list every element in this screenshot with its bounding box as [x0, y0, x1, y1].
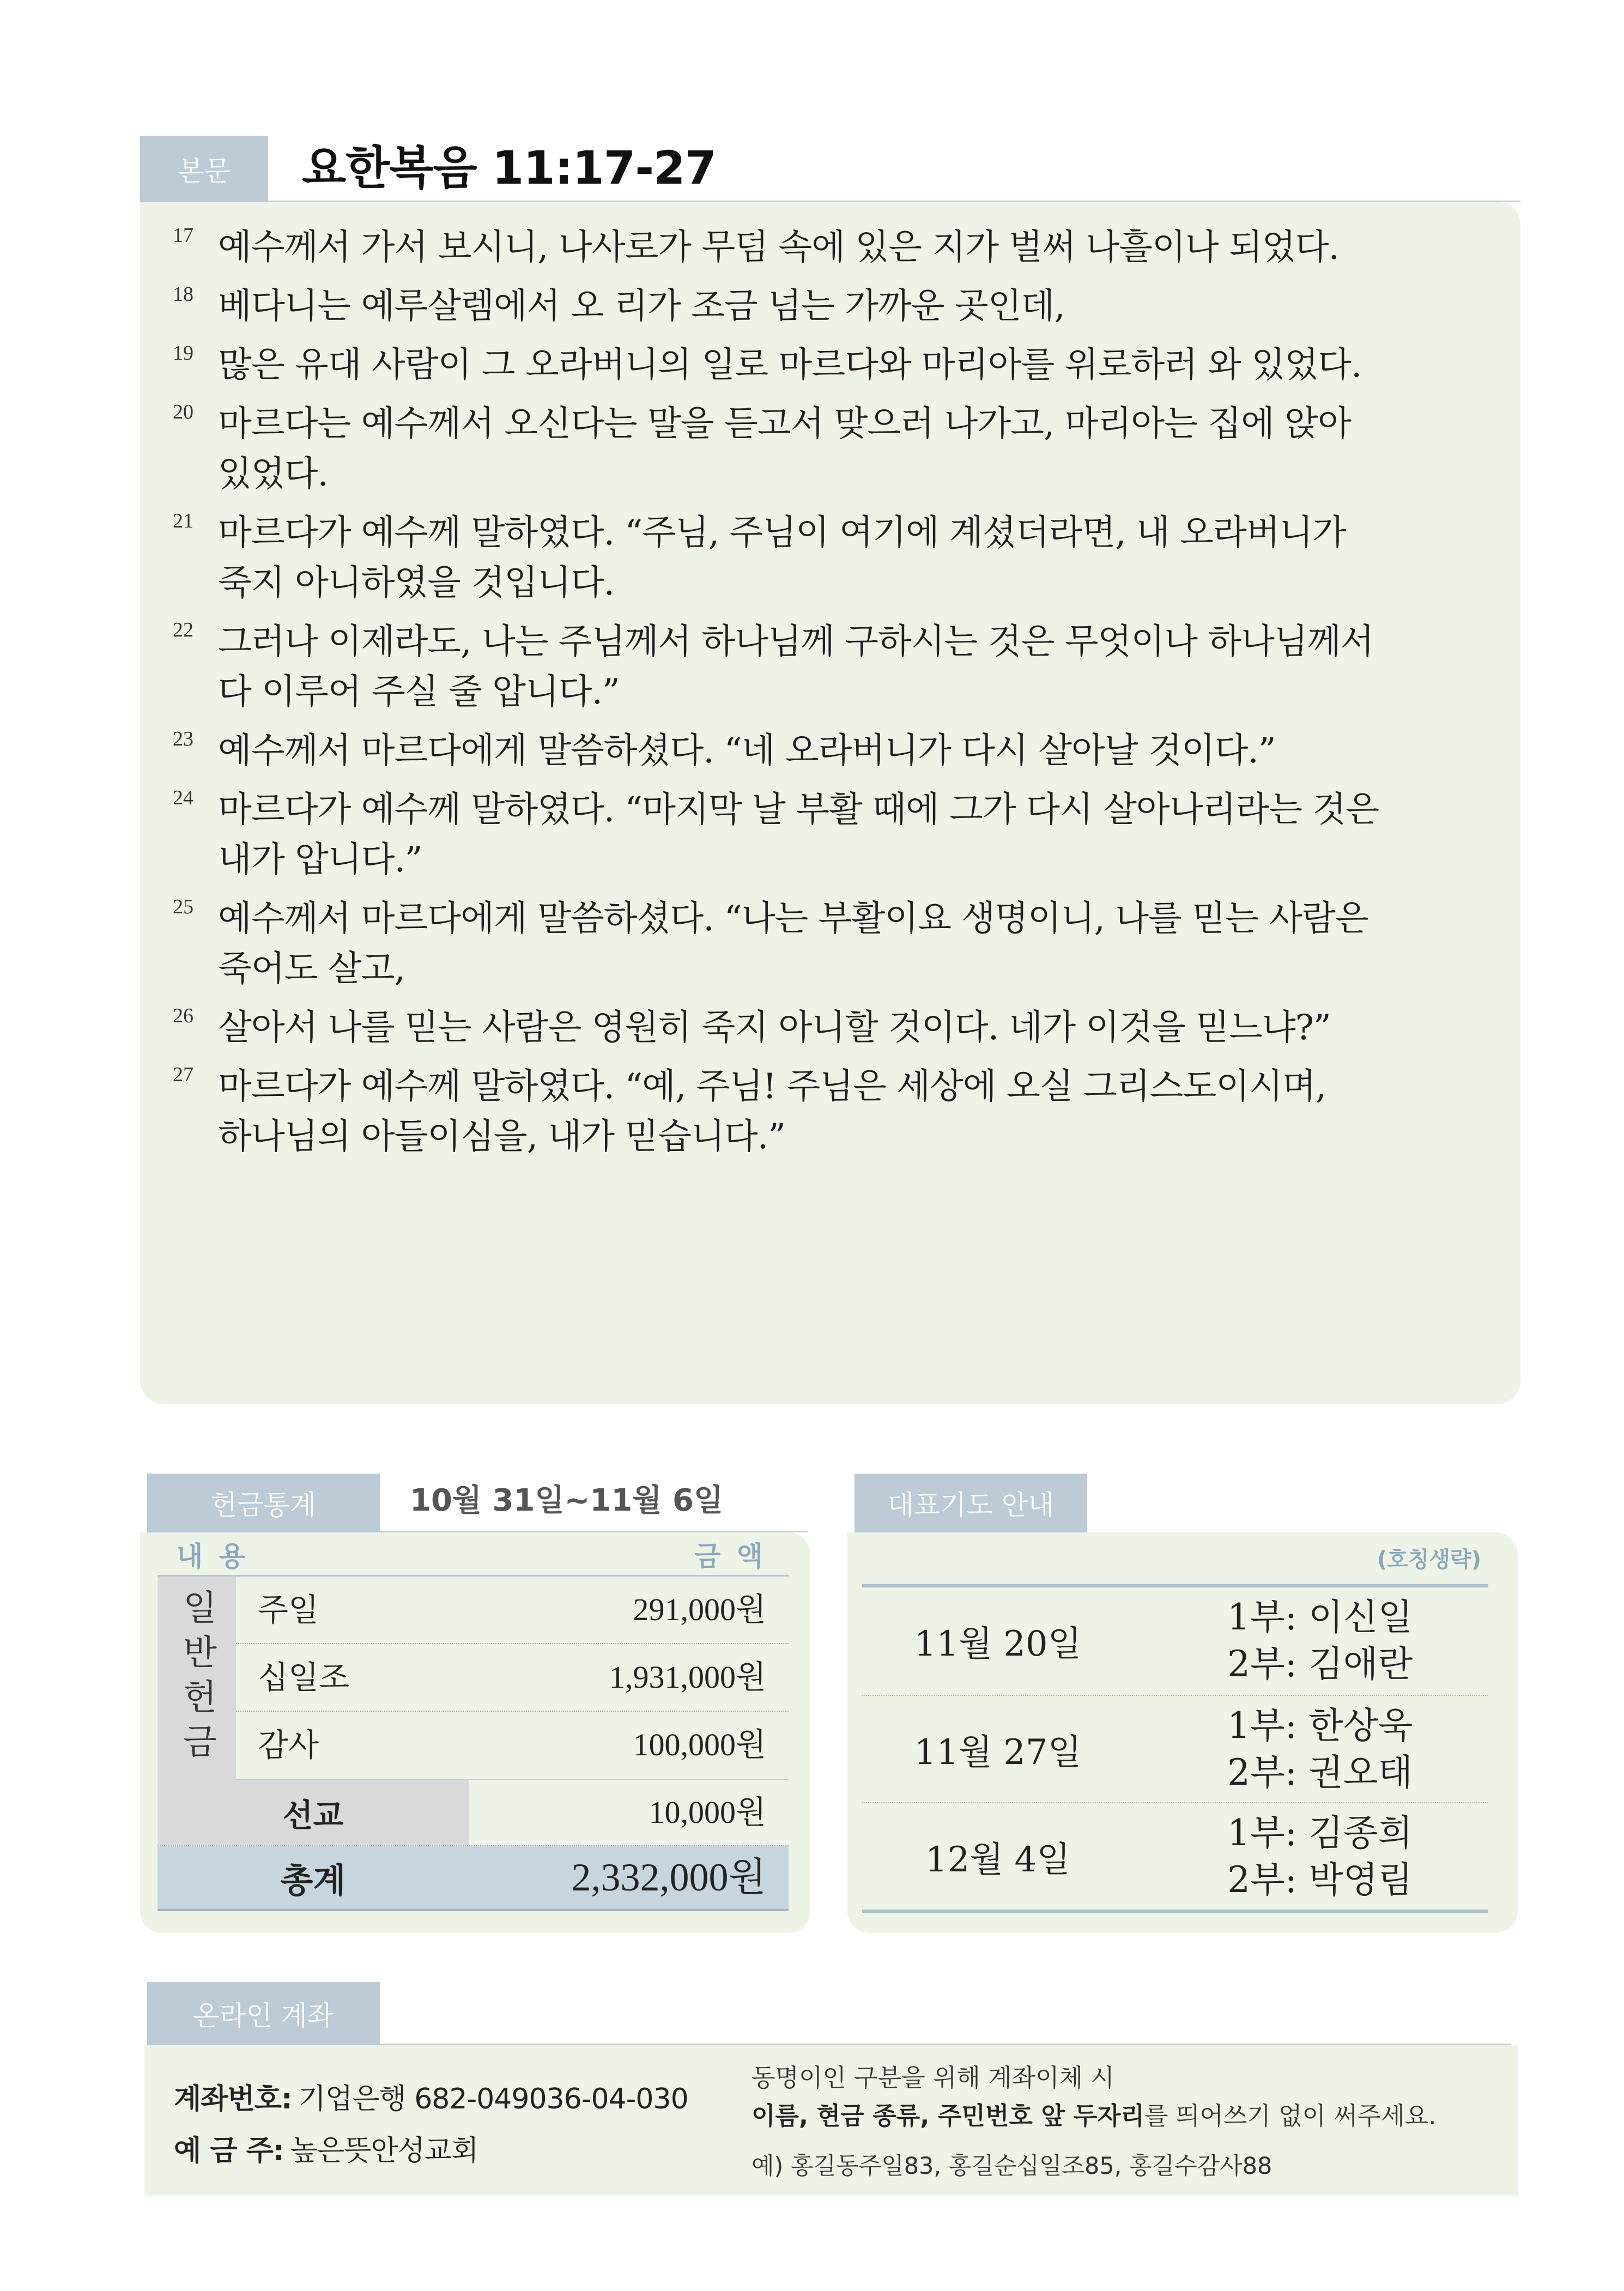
scripture-panel	[140, 202, 1520, 1404]
prayer-table-bottom-line	[862, 1910, 1488, 1913]
prayer-leaders	[1227, 1594, 1413, 1688]
honorific-note: (호칭생략)	[1377, 1547, 1481, 1572]
verse-text-line: 내가 압니다.”	[218, 840, 422, 880]
verse-text-line: 마르다가 예수께 말하였다. “예, 주님! 주님은 세상에 오실 그리스도이시며,	[218, 1066, 1326, 1107]
general-offering-label-cell	[157, 1577, 236, 1780]
row-item: 십일조	[258, 1659, 350, 1696]
account-number-value: 기업은행 682-049036-04-030	[298, 2083, 688, 2116]
verse-text-line: 예수께서 마르다에게 말씀하셨다. “네 오라버니가 다시 살아날 것이다.”	[218, 731, 1276, 771]
verse-18	[140, 281, 1520, 331]
verse-text-line: 하나님의 아들이심을, 내가 믿습니다.”	[218, 1117, 785, 1157]
verse-text-line: 그러나 이제라도, 나는 주님께서 하나님께 구하시는 것은 무엇이나 하나님께서	[218, 622, 1374, 662]
verse-22	[140, 617, 1520, 717]
verse-text-line: 죽지 아니하였을 것입니다.	[218, 563, 615, 603]
second-service-leader: 2부: 박영림	[1227, 1859, 1413, 1901]
verse-text-line: 있었다.	[218, 454, 328, 494]
account-tab: 온라인 계좌	[147, 1982, 380, 2045]
verse-number: 23	[173, 728, 193, 750]
first-service-leader: 1부: 한상욱	[1227, 1705, 1413, 1747]
table-row	[236, 1577, 789, 1644]
column-header-amount: 금 액	[694, 1541, 766, 1572]
account-info	[174, 2074, 688, 2177]
row-item: 주일	[258, 1591, 319, 1628]
account-number-label: 계좌번호:	[174, 2083, 292, 2116]
verse-list	[140, 222, 1520, 1171]
account-holder-label: 예 금 주:	[174, 2135, 284, 2167]
transfer-instruction	[752, 2100, 1437, 2132]
verse-21	[140, 508, 1520, 608]
total-row	[157, 1846, 789, 1911]
verse-text-line: 베다니는 예루살렘에서 오 리가 조금 넘는 가까운 곳인데,	[218, 286, 1065, 326]
verse-number: 22	[173, 619, 193, 641]
row-amount: 100,000원	[633, 1727, 766, 1762]
verse-text-line: 마르다가 예수께 말하였다. “주님, 주님이 여기에 계셨더라면, 내 오라버니가	[218, 513, 1346, 553]
verse-text-line: 마르다는 예수께서 오신다는 말을 듣고서 맞으러 나가고, 마리아는 집에 앉아	[218, 404, 1351, 444]
verse-number: 19	[173, 342, 193, 365]
scripture-title: 요한복음 11:17-27	[302, 141, 716, 195]
total-amount: 2,332,000원	[571, 1856, 766, 1899]
first-service-leader: 1부: 김종희	[1227, 1812, 1413, 1854]
column-header-item: 내 용	[177, 1541, 249, 1572]
verse-number: 26	[173, 1004, 193, 1027]
transfer-notice: 동명이인 구분을 위해 계좌이체 시	[752, 2063, 1114, 2092]
account-number-line	[174, 2074, 688, 2125]
offering-table	[157, 1577, 789, 1913]
verse-text-line: 마르다가 예수께 말하였다. “마지막 날 부활 때에 그가 다시 살아나리라는 것은	[218, 790, 1379, 830]
prayer-date: 11월 27일	[914, 1732, 1082, 1773]
transfer-example: 예) 홍길동주일83, 홍길순십일조85, 홍길수감사88	[752, 2153, 1272, 2180]
row-amount: 1,931,000원	[609, 1659, 766, 1695]
transfer-instruction-rest: 를 띄어쓰기 없이 써주세요.	[1144, 2101, 1437, 2130]
verse-24	[140, 785, 1520, 885]
account-panel	[144, 2045, 1518, 2196]
verse-number: 17	[173, 224, 193, 247]
general-offering-label: 일반헌금	[177, 1589, 217, 1768]
row-item: 감사	[258, 1726, 319, 1763]
table-row	[236, 1712, 789, 1780]
verse-number: 21	[173, 510, 193, 532]
scripture-label-tab: 본문	[140, 136, 268, 202]
offering-tab: 헌금통계	[147, 1474, 380, 1532]
mission-row	[157, 1780, 789, 1846]
prayer-leaders	[1227, 1810, 1413, 1904]
offering-period: 10월 31일~11월 6일	[410, 1483, 724, 1518]
verse-text-line: 죽어도 살고,	[218, 949, 405, 989]
verse-number: 24	[173, 786, 193, 809]
transfer-instruction-bold: 이름, 현금 종류, 주민번호 앞 두자리	[752, 2101, 1145, 2130]
second-service-leader: 2부: 권오태	[1227, 1751, 1413, 1793]
total-label: 총계	[280, 1860, 346, 1900]
mission-amount: 10,000원	[649, 1795, 766, 1830]
prayer-tab: 대표기도 안내	[855, 1474, 1087, 1532]
verse-text-line: 다 이루어 주실 줄 압니다.”	[218, 672, 620, 712]
account-holder-line	[174, 2125, 688, 2177]
verse-19	[140, 340, 1520, 390]
verse-23	[140, 726, 1520, 776]
first-service-leader: 1부: 이신일	[1227, 1596, 1413, 1638]
prayer-row	[862, 1802, 1488, 1910]
prayer-date: 12월 4일	[925, 1839, 1071, 1880]
verse-number: 18	[173, 283, 193, 306]
verse-text-line: 예수께서 마르다에게 말씀하셨다. “나는 부활이요 생명이니, 나를 믿는 사람은	[218, 899, 1368, 939]
prayer-leaders	[1227, 1702, 1413, 1796]
verse-text-line: 예수께서 가서 보시니, 나사로가 무덤 속에 있은 지가 벌써 나흘이나 되었다.	[218, 227, 1339, 268]
verse-25	[140, 894, 1520, 994]
verse-17	[140, 222, 1520, 272]
row-amount: 291,000원	[633, 1592, 766, 1627]
verse-20	[140, 399, 1520, 499]
offering-panel	[140, 1532, 810, 1933]
verse-number: 20	[173, 401, 193, 423]
prayer-schedule	[862, 1587, 1488, 1910]
prayer-panel	[847, 1532, 1518, 1933]
mission-label: 선교	[157, 1780, 469, 1845]
verse-text-line: 많은 유대 사람이 그 오라버니의 일로 마르다와 마리아를 위로하러 와 있었다.	[218, 345, 1362, 385]
verse-number: 25	[173, 895, 193, 918]
table-row	[236, 1644, 789, 1712]
verse-27	[140, 1062, 1520, 1162]
verse-26	[140, 1003, 1520, 1053]
verse-number: 27	[173, 1063, 193, 1086]
second-service-leader: 2부: 김애란	[1227, 1643, 1413, 1685]
prayer-row	[862, 1695, 1488, 1802]
prayer-row	[862, 1587, 1488, 1695]
verse-text-line: 살아서 나를 믿는 사람은 영원히 죽지 아니할 것이다. 네가 이것을 믿느냐?”	[218, 1008, 1331, 1048]
account-holder-value: 높은뜻안성교회	[290, 2135, 478, 2167]
prayer-date: 11월 20일	[914, 1623, 1082, 1664]
